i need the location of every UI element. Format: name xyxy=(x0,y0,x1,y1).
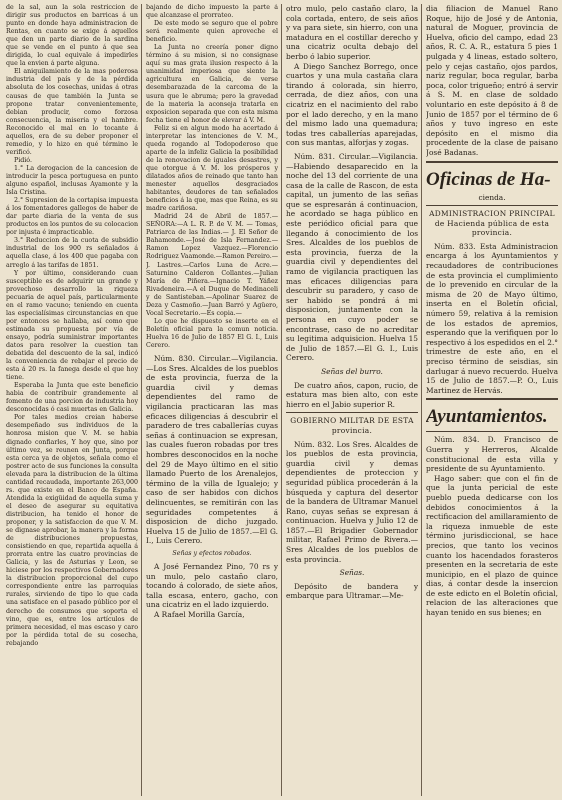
paragraph: Hago saber: que con el fin de que la junta pericial de este pueblo pueda dedicarse con los debidos conocimientos á la rectificacion del amillaramiento de la riqueza inmueble de este término jurisdiccional, se hace precios, que tanto los vecinos cuanto los hacendados forasteros presenten en la secretaria de este municipio, en el plazo de quince dias, á contar desde la insercion de este edicto en el Boletín oficial, relacion de las alteraciones que hayan tenido en sus bienes; en xyxy=(426,473,558,618)
paragraph: El aniquilamiento de la mas poderosa industria del país y de la pérdida absoluta de los cosechas, unidas á otras causas de que también la Junta se propone tratar convenientemente, debian producir, como forzosa consecuencia, la miseria y el hambre. Reconocido el mal en lo tocante á aquellos, era de su deber proponer el remedio, y lo hizo en qué término le verificó. xyxy=(6,68,138,156)
notice-833: Núm. 833. Esta Administracion encarga á los Ayuntamientos y recaudadores de contribuciones de esta provincia el cumplimiento de lo prevenido en circular de la misma de 20 de Mayo último, inserta en el Boletín oficial, número 59, relativa á la remision de los estados de apremios, esperando que la verifiquen por lo respectivo á los espedidos en el 2.° trimestre de este año, en el preciso término de seisdias, sin darlugar á nuevo recuerdo. Huelva 15 de Julio de 1857.—P. O., Luis Martinez de Hervás. xyxy=(426,241,558,395)
signatures: Madrid 24 de Abril de 1857.— SEÑORA:—A L. R. P. de V. M. — Tomas, Patriarca de las Indias.— J. El Señor de Bahamonde.—José de Isla Fernandez.—Ramon Lopez Vazquez.—Florencio Rodriguez Vaamonde.—Ramon Pereiro.—J. Lastres.—Carlos Luna de Acre.—Saturnino Calderon Collantes.—Julian María de Piñera.—Ignacio T. Yáñez Rivadeneira.—A el Duque de Medinaceli y de Santisteban.—Apolinar Suarez de Deza y Casmoño.—Juan Barró y Agüero, Vocal Secretario.—Es copia.— xyxy=(146,213,278,317)
section-title-continuation: cienda. xyxy=(478,192,506,202)
paragraph: Esperaba la Junta que este beneficio habia de contribuir grandemente al fomento de una porcion de industria hoy desconocidas ó casi muertas en Galicia. xyxy=(6,382,138,414)
section-caption: Señas y efectos robados. xyxy=(172,549,252,557)
paragraph: Lo que he dispuesto se inserte en el Boletín oficial para la comun noticia. Huelva 16 de Julio de 1857 El G. I., Luis Cerero. xyxy=(146,317,278,349)
paragraph: A José Fernandez Pino, 70 rs y un mulo, pelo castaño claro, tocando á colorado, de siete años, talla escasa, entero, gacho, con una cicatriz en el lado izquierdo. xyxy=(146,561,278,610)
paragraph: De este modo se seguro que el pobre será realmente quien aproveche el beneficio. xyxy=(146,20,278,44)
section-title-ayuntamientos: Ayuntamientos. xyxy=(426,406,548,428)
column-rule xyxy=(141,4,142,796)
paragraph: Pidió. xyxy=(14,156,32,164)
paragraph: otro mulo, pelo castaño claro, la cola cortada, entero, de seis años y va para siete, sin hierro, con una matadura en el costillar derecho y una cicatriz oculta debajo del berbo ó labio superior. xyxy=(286,4,418,61)
column-1 xyxy=(6,4,138,648)
paragraph: Depósito de bandera y embarque para Ultramar.—Me- xyxy=(286,581,418,601)
paragraph: bajando de dicho impuesto la parte á que alcanzase el prorrateo. xyxy=(146,4,278,20)
paragraph: 3.° Reduccion de la cuota de subsidio industrial de los 900 rs señalados á aquella clase, á los 400 que pagaba con arreglo á las tarifas de 1851. xyxy=(6,237,138,269)
paragraph: Por tales medios creian haberse desempeñado sus individuos de la honrosa mision que V. M. se habia dignado confiarles, Y hoy que, sino por último vez, se reunen en Junta, porque esta cerca ya de objetos, señala como el postrer acto de sus funciones la consulta elevada para la distribucion de la última cantidad recaudada, importante 263,000 rs. que existe en el Banco de España. Atendida la exigüidad de aquella suma y el deseo de asegurar su equitativa distribucion, ha tenido el honor de proponer, y la satisfaccion de que V. M. se dignase aprobar, la manera y la forma de distribuciones propuestas, consistiendo en que, repartida aquella á prorrata entre las cuatro provincias de Galicia, y las de Asturias y Leon, se hiciese por los respectivos Gobernadores la distribucion proporcional del cupo correspondiente entre las parroquias rurales, sirviendo de tipo lo que cada una satisface en el pasado público por el derecho de consumos que soporta el vino, que es, entre los artículos de primera necesidad, el mas escaso y caro por la pérdida total de su cosecha, rebajando xyxy=(6,414,138,647)
section-heading: ADMINISTRACION PRINCIPAL de Hacienda pública de esta provincia. xyxy=(429,209,555,238)
column-3 xyxy=(286,4,418,601)
paragraph: dia filiacion de Manuel Rano Roque, hijo de José y de Antonia, natural de Moguer, provincia de Huelva, oficio del campo, edad 23 años, R. C. A. R., estatura 5 pies 1 pulgada y 4 lineas, estado soltero, pelo y cejas castaño, ojos pardos, nariz regular, boca regular, barba poca, color trigueño; entró á servir á S. M. en clase de soldado voluntario en este depósito á 8 de Junio de 1857 por el término de 6 años y tuvo ingreso en este depósito en el mismo dia procedente de la clase de paisano José Badanas. xyxy=(426,4,558,157)
notice-834: Núm. 834. D. Francisco de Guerra y Herreros, Alcalde constitucional de esta villa y presidente de su Ayuntamiento. xyxy=(426,435,558,474)
section-title-hacienda: Oficinas de Ha- xyxy=(426,168,551,190)
paragraph: Y por último, considerando cuan susceptible es de adquirir un grande y provechoso desarrollo la riqueza pecuaria de aquel país, particularmente en el ramo vacuno; teniendo en cuenta las especialísimas circunstancias en que por entonces se hallaba, así como que estimada su propuesta por vía de ensayo, podría suministrar importantes datos para resolver la cuestion tan debatida del descuento de la sal, indicó la conveniencia de rebajar el precio de esta á 20 rs. la fanega desde el que hoy tiene. xyxy=(6,269,138,382)
notice-831: Núm. 831. Circular.—Vigilancia.—Habiendo desaparecido en la noche del 13 del corriente de una casa de la calle de Rascon, de esta capital, un jumento de las señas que se espresarán á continuacion, he acordado se haga público en este periódico oficial para que llegando á conocimiento de los Sres. Alcaldes de los pueblos de esta provincia, fuerza de la guardia civil y dependientes del ramo de vigilancia practiquen las mas eficaces diligencias para descubrir su paradero, y caso de ser habido se pondrá á mi disposicion, juntamente con la persona en cuyo poder se encontrase, caso de no acreditar su legitima adquisicion. Huelva 15 de Julio de 1857.—El G. I., Luis Cerero. xyxy=(286,151,418,363)
paragraph: Feliz si en algun modo ha acertado á interpretar las intenciones de V. M., queda rogando al Todopoderoso que aparte de la infeliz Galicia la posibilidad de la renovacion de iguales desastres, y que otorgue á V. M. los prósperos y dilatados años de reinado que tanto han menester aquellos desgraciados habitantes, deudores de tan señalados beneficios á la que, mas que Reina, es su madre cariñosa. xyxy=(146,124,278,213)
notice-832: Núm. 832. Los Sres. Alcaldes de los pueblos de esta provincia, guardia civil y demas dependientes de proteccion y seguridad pública procederán á la búsqueda y captura del desertor de la bandera de Ultramar Manuel Rano, cuyas señas se expresan á continuacion. Huelva y Julio 12 de 1857.—El Brigadier Gobernador militar, Rafael Primo de Rivera.—Sres Alcaldes de los pueblos de esta provincia. xyxy=(286,439,418,564)
column-rule xyxy=(421,4,422,796)
section-caption: Señas. xyxy=(339,568,365,578)
paragraph: 1.° La derogacion de la cancesion de introducir la pesca portuguesa en punto alguno español, inclusas Ayamonte y la Isla Cristina. xyxy=(6,164,138,197)
paragraph: 2.° Supresion de la cortapisa impuesta á los fomentadores gallegos de haber de dar parte diaria de la venta de sus productos en los puntos de su colocacion por injusta é impracticable. xyxy=(6,197,138,237)
paragraph: La Junta no creería poner digno término á su mision, si no consignase aquí su mas grata ilusion respecto á la unanimidad imperiosa que siente la agricultura en Galicia, de verse desembarazada de la carcoma de la usura que le abruma; pero la gravedad de la materia la aconseja tratarla en exposicion separada que con esta misma fecha tiene el honor de elevar á V. M. xyxy=(146,44,278,124)
paragraph: A Rafael Morilla García, xyxy=(154,609,245,619)
section-caption: Señas del burro. xyxy=(321,366,383,376)
column-4 xyxy=(426,4,558,618)
column-rule xyxy=(281,4,282,796)
paragraph: De cuatro años, capon, rucio, de estatura mas bien alto, con este hierro en el Jabio superior R. xyxy=(286,380,418,409)
paragraph: de la sal, aun la sola restriccion de dirigir sus productos en barricas á un punto en donde haya administracion de Rentas, en cuanto se exige á aquellos que den un parte diario de la sardina que se vende en el punto á que sea dirigida, lo cual equivale á impedirles que la envien á parte alguna. xyxy=(6,4,138,68)
notice-830: Núm. 830. Circular.—Vigilancia.—Los Sres. Alcaldes de los pueblos de esta provincia, fuerza de la guardia civil y demas dependientes del ramo de vigilancia practicaran las mas eficaces diligencias á descubrir el paradero de tres caballerías cuyas señas á continuacion se expresan, las cuales fueron robadas por tres hombres desconocidos en la noche del 29 de Mayo último en el sitio llamado Puerto de los Arenalejos, término de la villa de Igualejo; y caso de ser habidos con dichos delincuentes, se remitirán con las seguridades competentes á disposicion de dicho juzgado. Huelva 15 de Julio de 1857.—El G. I., Luis Cerero. xyxy=(146,354,278,546)
paragraph: A Diego Sanchez Borrego, once cuartos y una mula castaña clara tirando á colorada, sin hierro, cerrada, de diez años, con una cicatriz en el nacimiento del rabo por el lado derecho, y en la mano del mismo lado una quemadura; todas tres caballerías aparejadas, con sus mantas, alforjas y zogas. xyxy=(286,61,418,148)
column-2 xyxy=(146,4,278,620)
section-heading: GOBIERNO MILITAR DE ESTA provincia. xyxy=(290,416,414,435)
